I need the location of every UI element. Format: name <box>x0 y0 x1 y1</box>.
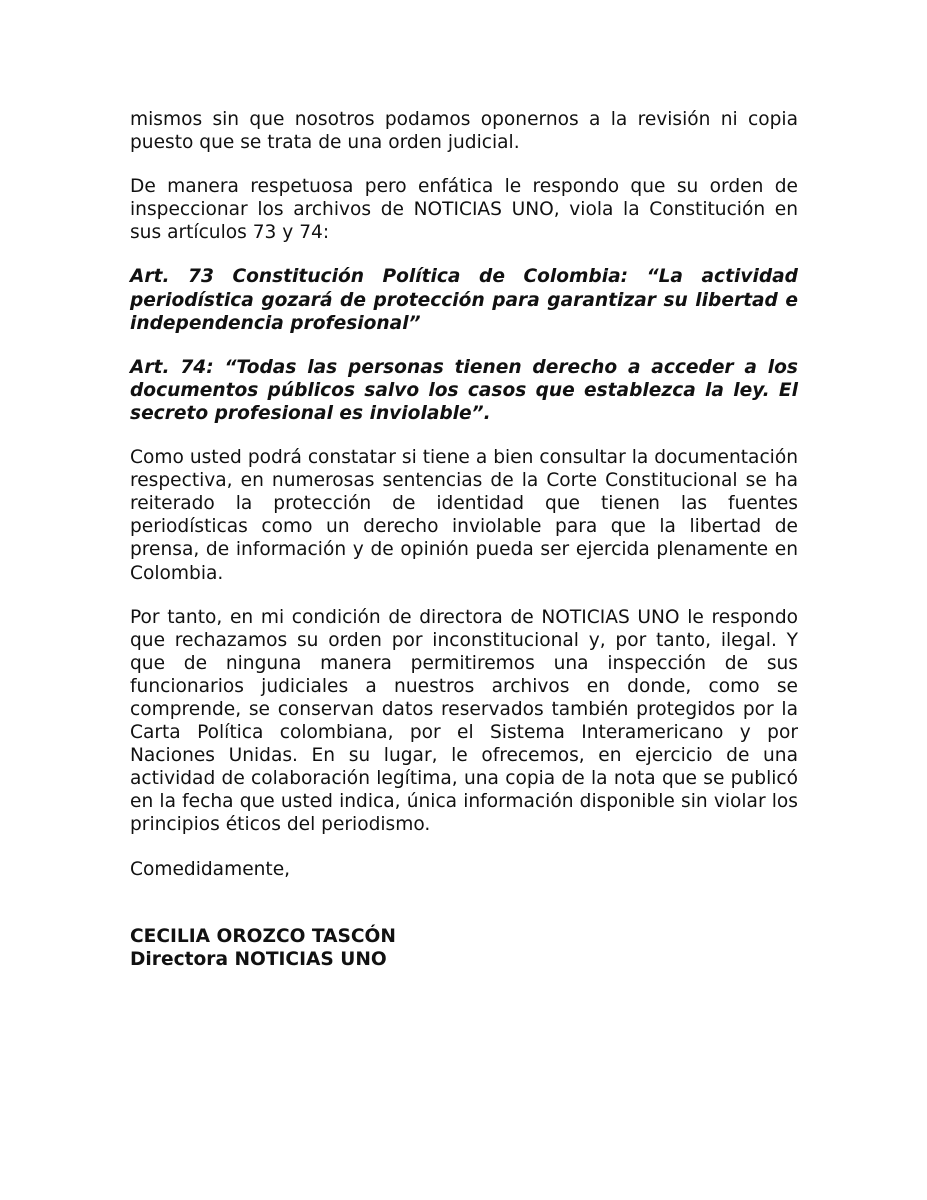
signature-name: CECILIA OROZCO TASCÓN <box>130 925 396 947</box>
letter-page <box>130 108 798 971</box>
closing-salutation: Comedidamente, <box>130 858 291 880</box>
signature-title: Directora NOTICIAS UNO <box>130 948 387 970</box>
signature-block <box>130 925 798 971</box>
paragraph-jurisprudence: Como usted podrá constatar si tiene a bien consultar la documentación respectiva, en numerosas sentencias de la Corte Constitucional se ha reiterado la protección de identidad que tienen las fuentes periodísticas como un derecho inviolable para que la libertad de prensa, de información y de opinión pueda ser ejercida plenamente en Colombia. <box>130 447 798 584</box>
paragraph-response: De manera respetuosa pero enfática le respondo que su orden de inspeccionar los archivos de NOTICIAS UNO, viola la Constitución en sus artículos 73 y 74: <box>130 176 798 244</box>
paragraph-intro-continuation: mismos sin que nosotros podamos oponernos a la revisión ni copia puesto que se trata de una orden judicial. <box>130 109 798 154</box>
quote-article-74: Art. 74: “Todas las personas tienen derecho a acceder a los documentos públicos salvo los casos que establezca la ley. El secreto profesional es inviolable”. <box>130 356 798 424</box>
quote-article-73: Art. 73 Constitución Política de Colombia: “La actividad periodística gozará de protección para garantizar su libertad e independencia profesional” <box>130 266 798 334</box>
paragraph-rejection: Por tanto, en mi condición de directora de NOTICIAS UNO le respondo que rechazamos su orden por inconstitucional y, por tanto, ilegal. Y que de ninguna manera permitiremos una inspección de sus funcionarios judiciales a nuestros archivos en donde, como se comprende, se conservan datos reservados también protegidos por la Carta Política colombiana, por el Sistema Interamericano y por Naciones Unidas. En su lugar, le ofrecemos, en ejercicio de una actividad de colaboración legítima, una copia de la nota que se publicó en la fecha que usted indica, única información disponible sin violar los principios éticos del periodismo. <box>130 606 798 836</box>
